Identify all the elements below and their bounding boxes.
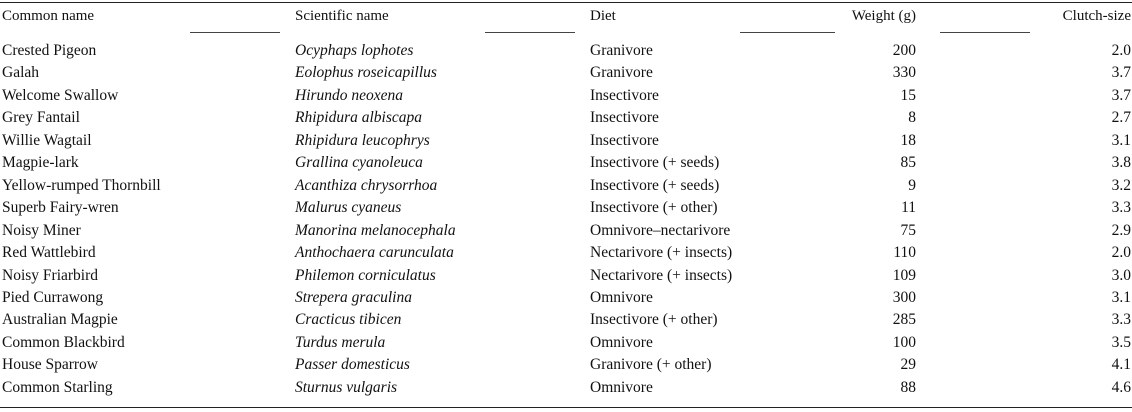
table-row: [0, 242, 1132, 264]
cell-weight: 300: [892, 288, 916, 306]
cell-diet: Omnivore: [590, 333, 653, 351]
header-weight: Weight (g): [851, 8, 916, 24]
table-bottom-rule: [0, 407, 1132, 408]
cell-weight: 85: [900, 154, 916, 172]
cell-clutch-size: 2.0: [1111, 42, 1131, 59]
cell-diet: Omnivore: [590, 288, 653, 306]
cell-weight: 110: [893, 244, 916, 262]
cell-clutch-size: 4.6: [1111, 378, 1131, 396]
cell-diet: Omnivore: [590, 378, 653, 396]
cell-diet: Granivore: [590, 64, 653, 82]
cell-diet: Nectarivore (+ insects): [590, 266, 733, 284]
cell-clutch-size: 3.8: [1111, 154, 1131, 172]
cell-scientific-name: Rhipidura albiscapa: [295, 109, 423, 127]
cell-scientific-name: Malurus cyaneus: [295, 199, 402, 217]
cell-scientific-name: Passer domesticus: [295, 356, 410, 374]
cell-diet: Insectivore: [590, 86, 659, 104]
table-row: [0, 40, 1132, 62]
table-row: [0, 107, 1132, 129]
cell-diet: Nectarivore (+ insects): [590, 244, 733, 262]
cell-clutch-size: 3.7: [1111, 86, 1131, 104]
cell-clutch-size: 3.7: [1111, 64, 1131, 82]
table-row: [0, 332, 1132, 354]
cell-scientific-name: Manorina melanocephala: [295, 221, 456, 239]
cell-clutch-size: 3.1: [1111, 288, 1131, 306]
header-common-name: Common name: [2, 8, 95, 24]
cell-common-name: Crested Pigeon: [2, 42, 97, 59]
header-scientific-name: Scientific name: [295, 8, 389, 24]
table-row: [0, 152, 1132, 174]
table-row: [0, 265, 1132, 287]
cell-clutch-size: 2.9: [1111, 221, 1131, 239]
table-row: [0, 377, 1132, 399]
cell-diet: Insectivore (+ other): [590, 311, 718, 329]
cell-weight: 29: [900, 356, 916, 374]
cell-scientific-name: Turdus merula: [295, 333, 386, 351]
table-row: [0, 85, 1132, 107]
table-row: [0, 287, 1132, 309]
cell-weight: 8: [908, 109, 916, 127]
cell-weight: 15: [900, 86, 916, 104]
header-rule-1: [190, 32, 280, 33]
cell-common-name: Pied Currawong: [2, 288, 104, 306]
table-row: [0, 175, 1132, 197]
cell-common-name: Australian Magpie: [2, 311, 118, 329]
cell-scientific-name: Strepera graculina: [295, 288, 412, 306]
header-clutch-size: Clutch-size: [1062, 8, 1131, 24]
cell-clutch-size: 4.1: [1111, 356, 1131, 374]
cell-diet: Insectivore (+ seeds): [590, 154, 720, 172]
cell-diet: Omnivore–nectarivore: [590, 221, 731, 239]
cell-clutch-size: 3.3: [1111, 311, 1131, 329]
cell-weight: 109: [892, 266, 916, 284]
cell-weight: 75: [900, 221, 916, 239]
cell-common-name: Yellow-rumped Thornbill: [2, 176, 161, 194]
table-top-rule: [0, 2, 1132, 3]
cell-scientific-name: Philemon corniculatus: [295, 266, 436, 284]
cell-common-name: Magpie-lark: [2, 154, 79, 172]
cell-scientific-name: Grallina cyanoleuca: [295, 154, 423, 172]
cell-weight: 285: [892, 311, 916, 329]
header-rule-3: [740, 32, 835, 33]
cell-clutch-size: 2.0: [1111, 244, 1131, 262]
cell-weight: 100: [892, 333, 916, 351]
cell-weight: 11: [901, 199, 916, 217]
cell-diet: Insectivore (+ seeds): [590, 176, 720, 194]
cell-scientific-name: Eolophus roseicapillus: [295, 64, 437, 82]
cell-common-name: Superb Fairy-wren: [2, 199, 119, 217]
cell-scientific-name: Hirundo neoxena: [295, 86, 404, 104]
table-row: [0, 62, 1132, 84]
cell-scientific-name: Ocyphaps lophotes: [295, 42, 414, 59]
cell-weight: 18: [900, 131, 916, 149]
cell-diet: Granivore: [590, 42, 653, 59]
table-row: [0, 197, 1132, 219]
cell-scientific-name: Sturnus vulgaris: [295, 378, 398, 396]
table-header-row: [0, 5, 1132, 27]
cell-diet: Granivore (+ other): [590, 356, 712, 374]
table-row: [0, 354, 1132, 376]
table-row: [0, 309, 1132, 331]
cell-common-name: Noisy Miner: [2, 221, 81, 239]
cell-common-name: Red Wattlebird: [2, 244, 96, 262]
cell-diet: Insectivore: [590, 109, 659, 127]
table-row: [0, 220, 1132, 242]
header-diet: Diet: [590, 8, 616, 24]
cell-diet: Insectivore: [590, 131, 659, 149]
cell-common-name: Common Blackbird: [2, 333, 125, 351]
cell-weight: 9: [908, 176, 916, 194]
cell-clutch-size: 3.3: [1111, 199, 1131, 217]
cell-common-name: Welcome Swallow: [2, 86, 119, 104]
cell-clutch-size: 2.7: [1111, 109, 1131, 127]
cell-common-name: House Sparrow: [2, 356, 98, 374]
table-row: [0, 130, 1132, 152]
cell-weight: 330: [892, 64, 916, 82]
cell-common-name: Common Starling: [2, 378, 113, 396]
cell-clutch-size: 3.2: [1111, 176, 1131, 194]
cell-scientific-name: Anthochaera carunculata: [295, 244, 454, 262]
cell-clutch-size: 3.5: [1111, 333, 1131, 351]
cell-common-name: Noisy Friarbird: [2, 266, 99, 284]
cell-weight: 88: [900, 378, 916, 396]
header-rule-4: [940, 32, 1030, 33]
cell-scientific-name: Rhipidura leucophrys: [295, 131, 430, 149]
cell-common-name: Galah: [2, 64, 40, 82]
cell-common-name: Willie Wagtail: [2, 131, 92, 149]
header-rule-2: [485, 32, 575, 33]
cell-clutch-size: 3.1: [1111, 131, 1131, 149]
cell-common-name: Grey Fantail: [2, 109, 80, 127]
cell-diet: Insectivore (+ other): [590, 199, 718, 217]
cell-scientific-name: Cracticus tibicen: [295, 311, 402, 329]
cell-scientific-name: Acanthiza chrysorrhoa: [295, 176, 438, 194]
cell-clutch-size: 3.0: [1111, 266, 1131, 284]
cell-weight: 200: [892, 42, 916, 59]
